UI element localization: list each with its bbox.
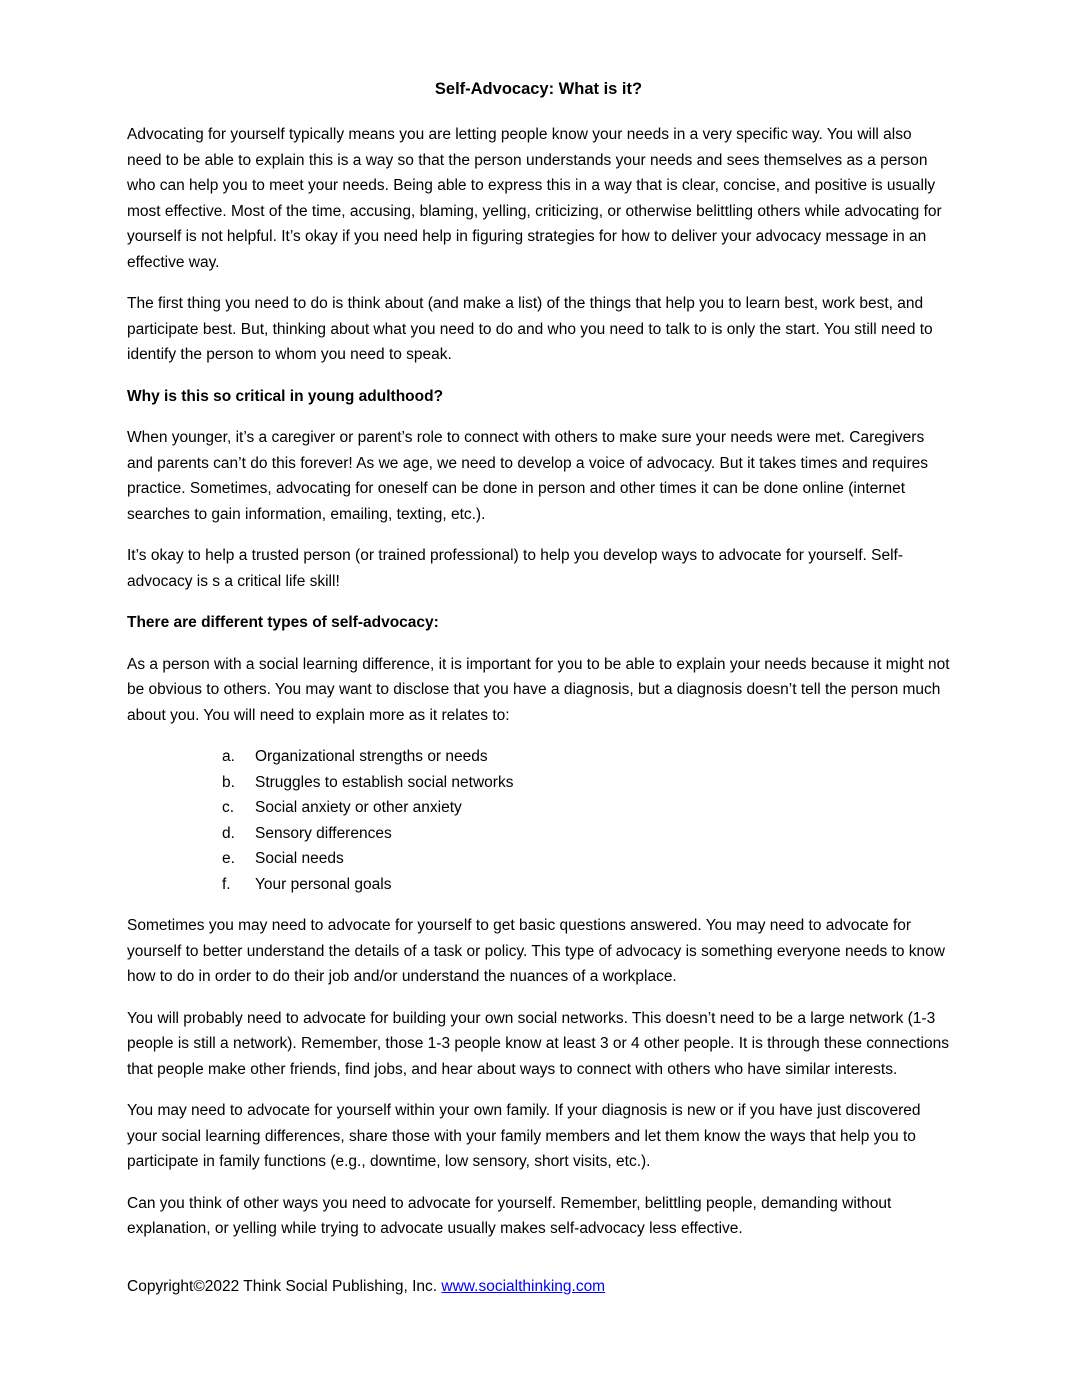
list-item-text: Struggles to establish social networks [255,773,514,791]
paragraph-first-thing: The first thing you need to do is think about (and make a list) of the things that help you to learn best, work best, and participate best. But, thinking about what you need to do and who you need to talk to is only the start. You still need to identify the person to whom you need to speak. [127,295,933,363]
paragraph-when-younger: When younger, it’s a caregiver or parent’s role to connect with others to make sure your needs were met. Caregivers and parents can’t do this forever! As we age, we need to develop a voice of advocacy. But it takes times and requires practice. Sometimes, advocating for oneself can be done in person and other times it can be done online (internet searches to gain information, emailing, texting, etc.). [127,429,929,523]
list-item [222,872,950,898]
list-marker: f. [222,875,231,893]
list-marker: b. [222,773,235,791]
list-marker: d. [222,824,235,842]
paragraph-social-networks: You will probably need to advocate for building your own social networks. This doesn’t need to be a large network (1-3 people is still a network). Remember, those 1-3 people know at least 3 or 4 other people. It is through these connections that people make other friends, find jobs, and hear about ways to connect with others who have similar interests. [127,1009,949,1078]
list-item [222,795,950,821]
list-marker: a. [222,748,235,765]
list-marker: c. [222,799,235,816]
lettered-list [127,744,950,897]
section-heading-types: There are different types of self-advocacy: [127,614,439,631]
section-heading-critical: Why is this so critical in young adulthood? [127,387,444,405]
list-item-text: Organizational strengths or needs [255,748,488,765]
list-item [222,770,950,796]
page-title: Self-Advocacy: What is it? [434,80,643,98]
website-link[interactable]: www.socialthinking.com [441,1277,606,1295]
list-item [222,821,950,847]
paragraph-social-learning: As a person with a social learning difference, it is important for you to be able to explain your needs because it might not be obvious to others. You may want to disclose that you have a diagnosis, but a diagnosis doesn’t tell the person much about you. You will need to explain more as it relates to: [127,655,950,724]
paragraph-other-ways: Can you think of other ways you need to advocate for yourself. Remember, belittling people, demanding without explanation, or yelling while trying to advocate usually makes self-advocacy less effective. [127,1194,892,1237]
paragraph-basic-questions: Sometimes you may need to advocate for yourself to get basic questions answered. You may need to advocate for yourself to better understand the details of a task or policy. This type of advocacy is something everyone needs to know how to do in order to do their job and/or understand the nuances of a workplace. [127,917,945,985]
list-item-text: Social needs [255,850,344,867]
list-item [222,846,950,872]
list-item [222,744,950,770]
footer [127,1274,950,1300]
list-item-text: Social anxiety or other anxiety [255,799,462,816]
paragraph-family: You may need to advocate for yourself within your own family. If your diagnosis is new or if you have just discovered your social learning differences, share those with your family members and let them know the ways that help you to participate in family functions (e.g., downtime, low sensory, short visits, etc.). [127,1102,921,1170]
list-item-text: Sensory differences [255,824,392,842]
list-marker: e. [222,850,235,867]
paragraph-intro: Advocating for yourself typically means you are letting people know your needs in a very specific way. You will also need to be able to explain this is a way so that the person understands your needs and sees themselves as a person who can help you to meet your needs. Being able to express this in a way that is clear, concise, and positive is usually most effective. Most of the time, accusing, blaming, yelling, criticizing, or otherwise belittling others while advocating for yourself is not helpful. It’s okay if you need help in figuring strategies for how to deliver your advocacy message in an effective way. [127,126,942,271]
paragraph-trusted-person: It’s okay to help a trusted person (or trained professional) to help you develop ways to advocate for yourself. Self-advocacy is s a critical life skill! [127,547,903,590]
copyright-text: Copyright©2022 Think Social Publishing, Inc. [127,1277,442,1295]
list-item-text: Your personal goals [255,875,392,893]
